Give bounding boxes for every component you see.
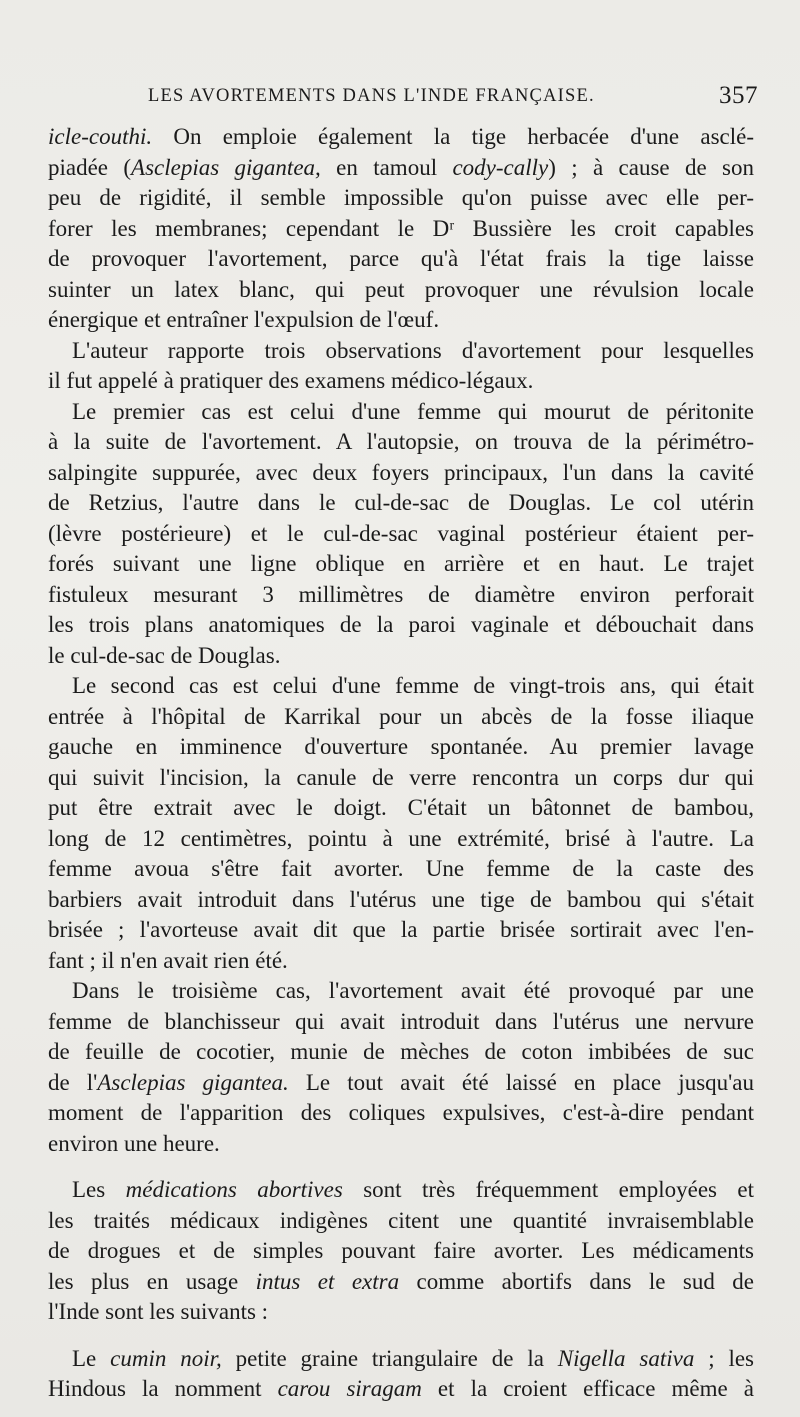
text-line [48, 366, 754, 397]
text-run: (lèvre postérieure) et le cul-de-sac vaginal postérieur étaient per- [48, 520, 754, 546]
text-run: long de 12 centimètres, pointu à une extrémité, brisé à l'autre. La [48, 825, 754, 851]
text-line [48, 1297, 754, 1328]
text-run: fistuleux mesurant 3 millimètres de diamètre environ perforait [48, 581, 754, 607]
text-run: l'Inde sont les suivants : [48, 1299, 269, 1324]
text-line [48, 305, 754, 336]
paragraph [48, 671, 754, 976]
paragraph-gap [48, 1328, 754, 1344]
text-run: barbiers avait introduit dans l'utérus une tige de bambou qui s'était [48, 886, 754, 912]
text-run: de drogues et de simples pouvant faire avorter. Les médicaments [48, 1238, 754, 1263]
running-title: LES AVORTEMENTS DANS L'INDE FRANÇAISE. [148, 86, 595, 106]
text-run: de Retzius, l'autre dans le cul-de-sac de Douglas. Le col utérin [48, 490, 754, 515]
text-run: comme abortifs dans le sud de [399, 1268, 754, 1294]
text-run: entrée à l'hôpital de Karrikal pour un abcès de la fosse iliaque [48, 703, 754, 729]
text-run: L'auteur rapporte trois observations d'avortement pour lesquelles [72, 337, 754, 363]
text-line [48, 763, 754, 794]
text-run: Les [72, 1177, 126, 1202]
text-line [48, 1098, 754, 1129]
text-line [48, 1129, 754, 1160]
paragraph [48, 336, 754, 397]
text-line [48, 458, 754, 489]
paragraph [48, 976, 754, 1159]
text-line [48, 1374, 754, 1405]
text-line [48, 580, 754, 611]
text-run: ; les [694, 1345, 754, 1371]
text-line [48, 336, 754, 367]
text-line [48, 519, 754, 550]
paragraph [48, 397, 754, 672]
text-run: les trois plans anatomiques de la paroi vaginale et débouchait dans [48, 612, 754, 637]
text-line [48, 1236, 754, 1267]
paragraph [48, 1175, 754, 1328]
text-run: forés suivant une ligne oblique en arrière et en haut. Le trajet [48, 551, 754, 576]
text-line [48, 397, 754, 428]
text-run: petite graine triangulaire de la [221, 1345, 558, 1371]
text-line [48, 1175, 754, 1206]
text-line [48, 427, 754, 458]
text-line [48, 641, 754, 672]
text-line [48, 1344, 754, 1375]
text-line [48, 793, 754, 824]
text-line [48, 702, 754, 733]
text-run: put être extrait avec le doigt. C'était un bâtonnet de bambou, [48, 795, 754, 820]
text-line [48, 732, 754, 763]
text-run: Le tout avait été laissé en place jusqu'au [288, 1069, 754, 1095]
italic-run: cody-cally [452, 154, 549, 180]
text-line [48, 1206, 754, 1237]
text-run: fant ; il n'en avait rien été. [48, 947, 288, 973]
text-run: On emploie également la tige herbacée d'une asclé- [152, 124, 754, 149]
text-run: ) ; à cause de son [548, 154, 754, 180]
text-run: Le premier cas est celui d'une femme qui mourut de péritonite [72, 398, 754, 424]
text-run: les plus en usage [48, 1268, 256, 1294]
text-run: de l' [48, 1069, 98, 1095]
body-text [48, 122, 754, 1405]
text-run: et la croient efficace même à [421, 1376, 754, 1401]
text-line [48, 275, 754, 306]
text-line [48, 214, 754, 245]
text-run: peu de rigidité, il semble impossible qu'on puisse avec elle per- [48, 185, 754, 210]
text-line [48, 549, 754, 580]
text-line [48, 915, 754, 946]
paragraph-gap [48, 1159, 754, 1175]
italic-run: Asclepias gigantea, [131, 154, 321, 180]
text-line [48, 153, 754, 184]
paragraph [48, 122, 754, 336]
text-line [48, 976, 754, 1007]
text-line [48, 244, 754, 275]
text-line [48, 122, 754, 153]
italic-run: intus et extra [255, 1268, 400, 1294]
text-run: Le [72, 1345, 111, 1371]
text-run: brisée ; l'avorteuse avait dit que la partie brisée sortirait avec l'en- [48, 917, 754, 942]
text-run: Le second cas est celui d'une femme de vingt-trois ans, qui était [72, 673, 754, 698]
italic-run: Nigella sativa [557, 1345, 695, 1371]
text-run: sont très fréquemment employées et [342, 1177, 754, 1202]
text-run: qui suivit l'incision, la canule de verre rencontra un corps dur qui [48, 764, 754, 790]
text-run: gauche en imminence d'ouverture spontanée. Au premier lavage [48, 734, 754, 759]
text-run: suinter un latex blanc, qui peut provoquer une révulsion locale [48, 276, 754, 302]
text-line [48, 885, 754, 916]
text-line [48, 824, 754, 855]
text-line [48, 1267, 754, 1298]
text-run: de provoquer l'avortement, parce qu'à l'état frais la tige laisse [48, 246, 754, 271]
text-line [48, 946, 754, 977]
text-line [48, 1037, 754, 1068]
text-line [48, 183, 754, 214]
text-line [48, 1007, 754, 1038]
text-line [48, 488, 754, 519]
text-run: à la suite de l'avortement. A l'autopsie, on trouva de la périmétro- [48, 429, 754, 454]
text-run: en tamoul [320, 154, 453, 180]
text-line [48, 610, 754, 641]
text-run: salpingite suppurée, avec deux foyers principaux, l'un dans la cavité [48, 459, 754, 485]
text-run: énergique et entraîner l'expulsion de l'œuf. [48, 307, 440, 332]
italic-run: Asclepias gigantea. [97, 1069, 289, 1095]
text-line [48, 1068, 754, 1099]
page-header [148, 82, 768, 116]
text-run: moment de l'apparition des coliques expulsives, c'est-à-dire pendant [48, 1100, 754, 1125]
text-run: il fut appelé à pratiquer des examens médico-légaux. [48, 368, 534, 393]
text-run: les traités médicaux indigènes citent une quantité invraisemblable [48, 1207, 754, 1233]
text-line [48, 671, 754, 702]
text-run: piadée ( [48, 154, 132, 180]
page-number: 357 [719, 82, 758, 109]
text-run: de feuille de cocotier, munie de mèches de coton imbibées de suc [48, 1039, 754, 1064]
paragraph [48, 1344, 754, 1405]
italic-run: médications abortives [125, 1177, 343, 1202]
text-run: environ une heure. [48, 1130, 220, 1156]
text-line [48, 854, 754, 885]
text-run: femme avoua s'être fait avorter. Une femme de la caste des [48, 856, 754, 881]
text-run: Dans le troisième cas, l'avortement avait été provoqué par une [72, 978, 754, 1003]
italic-run: carou siragam [277, 1376, 422, 1401]
text-run: femme de blanchisseur qui avait introduit dans l'utérus une nervure [48, 1008, 754, 1034]
italic-run: icle-couthi. [48, 124, 153, 149]
text-run: forer les membranes; cependant le Dʳ Bussière les croit capables [48, 215, 754, 241]
italic-run: cumin noir, [110, 1345, 222, 1371]
text-run: Hindous la nomment [48, 1376, 278, 1401]
text-run: le cul-de-sac de Douglas. [48, 642, 281, 668]
